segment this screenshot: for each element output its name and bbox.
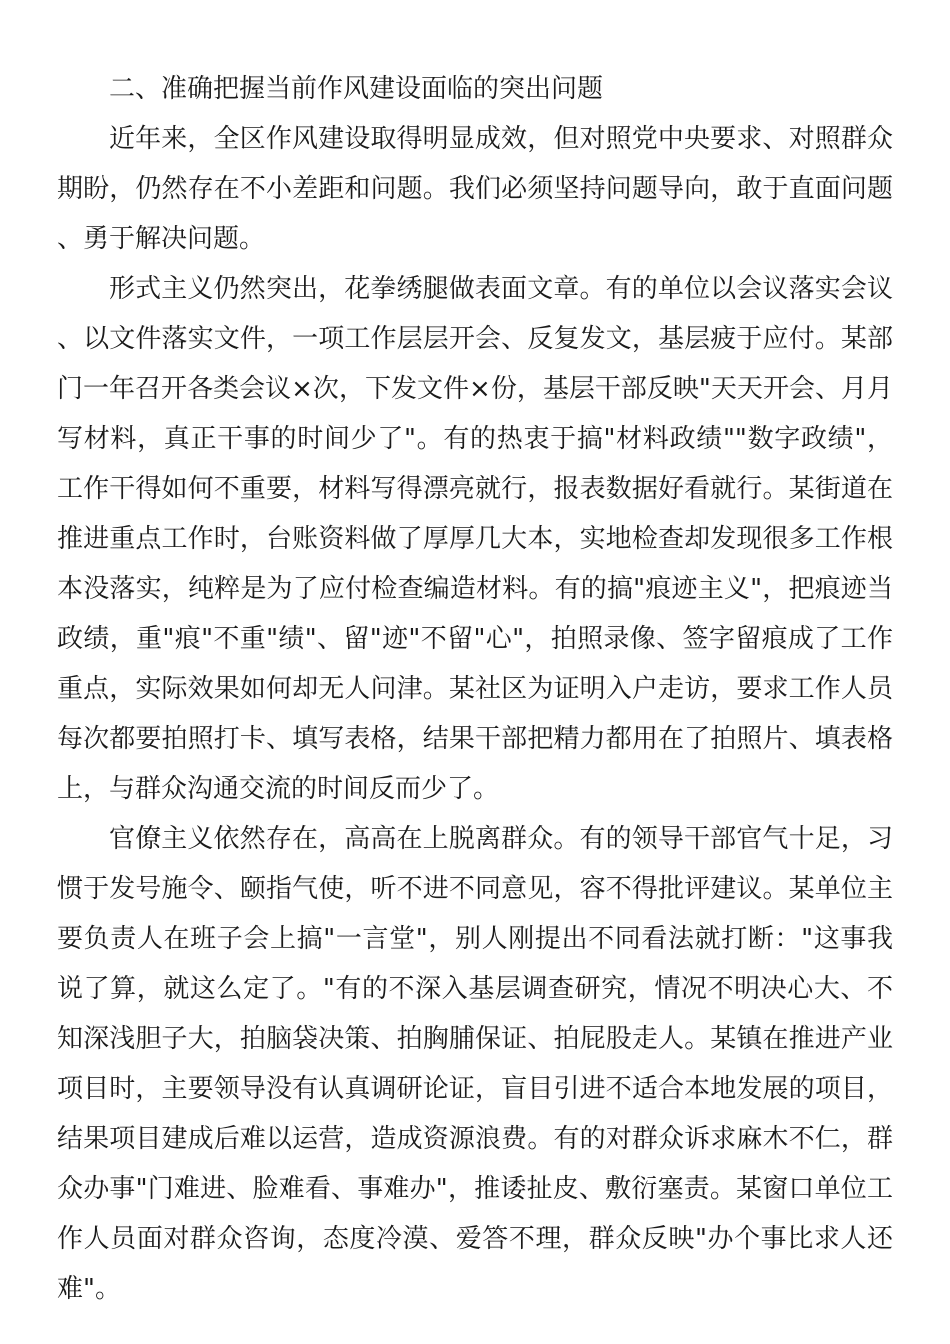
document-body [57, 64, 893, 1314]
section-heading: 二、准确把握当前作风建设面临的突出问题 [109, 74, 604, 104]
paragraph-formalism: 形式主义仍然突出，花拳绣腿做表面文章。有的单位以会议落实会议、以文件落实文件，一项工作层层开会、反复发文，基层疲于应付。某部门一年召开各类会议×次，下发文件×份，基层干部反映"天天开会、月月写材料，真正干事的时间少了"。有的热衷于搞"材料政绩""数字政绩"，工作干得如何不重要，材料写得漂亮就行，报表数据好看就行。某街道在推进重点工作时，台账资料做了厚厚几大本，实地检查却发现很多工作根本没落实，纯粹是为了应付检查编造材料。有的搞"痕迹主义"，把痕迹当政绩，重"痕"不重"绩"、留"迹"不留"心"，拍照录像、签字留痕成了工作重点，实际效果如何却无人问津。某社区为证明入户走访，要求工作人员每次都要拍照打卡、填写表格，结果干部把精力都用在了拍照片、填表格上，与群众沟通交流的时间反而少了。 [57, 274, 893, 804]
paragraph-intro: 近年来，全区作风建设取得明显成效，但对照党中央要求、对照群众期盼，仍然存在不小差距和问题。我们必须坚持问题导向，敢于直面问题、勇于解决问题。 [57, 124, 893, 254]
paragraph-bureaucratism: 官僚主义依然存在，高高在上脱离群众。有的领导干部官气十足，习惯于发号施令、颐指气使，听不进不同意见，容不得批评建议。某单位主要负责人在班子会上搞"一言堂"，别人刚提出不同看法就打断："这事我说了算，就这么定了。"有的不深入基层调查研究，情况不明决心大、不知深浅胆子大，拍脑袋决策、拍胸脯保证、拍屁股走人。某镇在推进产业项目时，主要领导没有认真调研论证，盲目引进不适合本地发展的项目，结果项目建成后难以运营，造成资源浪费。有的对群众诉求麻木不仁，群众办事"门难进、脸难看、事难办"，推诿扯皮、敷衍塞责。某窗口单位工作人员面对群众咨询，态度冷漠、爱答不理，群众反映"办个事比求人还难"。 [57, 824, 893, 1304]
